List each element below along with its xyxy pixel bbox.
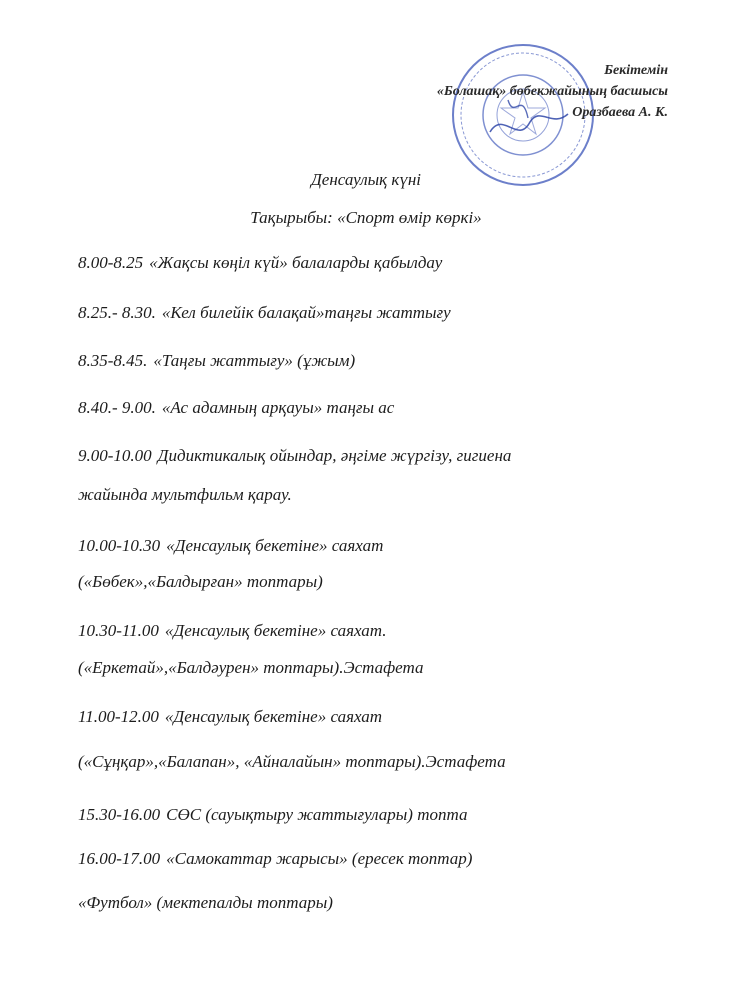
- schedule-time: 8.40.- 9.00.: [78, 398, 156, 417]
- schedule-text: «Кел билейік балақай»таңғы жаттығу: [161, 303, 451, 322]
- schedule-item: [78, 536, 383, 556]
- schedule-item: [78, 253, 442, 273]
- approval-name: Оразбаева А. К.: [572, 105, 668, 120]
- schedule-item-continuation: «Футбол» (мектепалды топтары): [78, 893, 333, 912]
- schedule-text: «Денсаулық бекетіне» саяхат: [166, 536, 384, 555]
- schedule-text: Дидиктикалық ойындар, әңгіме жүргізу, гигиена: [157, 446, 512, 465]
- schedule-item: [78, 446, 511, 466]
- schedule-time: 8.00-8.25: [78, 253, 144, 272]
- schedule-item-continuation: жайында мультфильм қарау.: [78, 485, 292, 504]
- schedule-text: «Жақсы көңіл күй» балаларды қабылдау: [149, 253, 443, 272]
- schedule-item: [78, 707, 382, 727]
- schedule-time: 11.00-12.00: [78, 707, 159, 726]
- schedule-text: «Денсаулық бекетіне» саяхат.: [164, 621, 387, 640]
- schedule-item-continuation: («Бөбек»,«Балдырған» топтары): [78, 572, 323, 591]
- schedule-time: 10.00-10.30: [78, 536, 161, 555]
- schedule-text: «Самокаттар жарысы» (ересек топтар): [166, 849, 473, 868]
- schedule-text: СӨС (сауықтыру жаттығулары) топта: [166, 805, 468, 824]
- approval-heading: Бекітемін: [604, 63, 668, 78]
- schedule-item: [78, 805, 467, 825]
- approval-position: «Болашақ» бөбекжайының басшысы: [436, 84, 668, 99]
- schedule-text: «Ас адамның арқауы» таңғы ас: [161, 398, 395, 417]
- schedule-time: 16.00-17.00: [78, 849, 161, 868]
- schedule-item-continuation: («Сұңқар»,«Балапан», «Айналайын» топтары).Эстафета: [78, 752, 506, 771]
- schedule-text: «Денсаулық бекетіне» саяхат: [164, 707, 383, 726]
- schedule-time: 15.30-16.00: [78, 805, 161, 824]
- schedule-time: 8.35-8.45.: [78, 351, 148, 370]
- schedule-item: [78, 621, 387, 641]
- schedule-text: «Таңғы жаттығу» (ұжым): [153, 351, 356, 370]
- approval-block: [348, 60, 668, 123]
- schedule-item: [78, 398, 394, 418]
- page-title: Денсаулық күні: [310, 170, 421, 189]
- schedule-time: 9.00-10.00: [78, 446, 152, 465]
- schedule-item: [78, 351, 355, 371]
- schedule-item-continuation: («Еркетай»,«Балдәурен» топтары).Эстафета: [78, 658, 424, 677]
- schedule-item: [78, 303, 451, 323]
- schedule-time: 10.30-11.00: [78, 621, 159, 640]
- schedule-item: [78, 849, 472, 869]
- page-subtitle: Тақырыбы: «Спорт өмір көркі»: [250, 208, 482, 227]
- schedule-time: 8.25.- 8.30.: [78, 303, 156, 322]
